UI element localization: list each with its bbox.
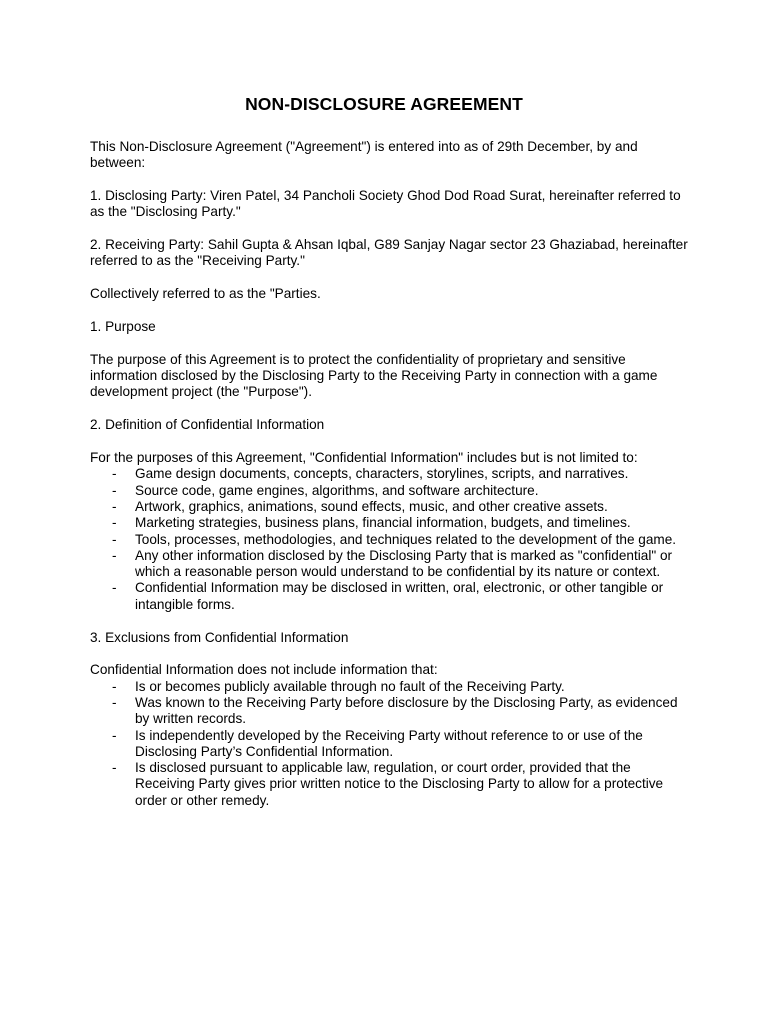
bullet-dash: -: [112, 482, 117, 498]
list-item-text: Confidential Information may be disclosed in written, oral, electronic, or other tangible or intangible forms.: [135, 580, 664, 612]
list-item-text: Marketing strategies, business plans, financial information, budgets, and timelines.: [135, 515, 631, 531]
list-item-text: Is disclosed pursuant to applicable law, regulation, or court order, provided that the Receiving Party gives prior written notice to the Disclosing Party to allow for a protective order or other remedy.: [135, 760, 664, 808]
bullet-dash: -: [112, 466, 117, 482]
list-item: [90, 580, 690, 613]
list-item-text: Artwork, graphics, animations, sound effects, music, and other creative assets.: [135, 498, 608, 514]
bullet-dash: -: [112, 498, 117, 514]
section-1-text: The purpose of this Agreement is to protect the confidentiality of proprietary and sensitive information disclosed by the Disclosing Party to the Receiving Party in connection with a game development project (the "Purpose").: [90, 351, 658, 400]
list-item: [90, 466, 690, 482]
list-item: [90, 548, 690, 581]
bullet-dash: -: [112, 678, 117, 694]
receiving-party-paragraph: 2. Receiving Party: Sahil Gupta & Ahsan Iqbal, G89 Sanjay Nagar sector 23 Ghaziabad, hereinafter referred to as the "Receiving Party.": [90, 237, 688, 269]
bullet-dash: -: [112, 727, 117, 743]
bullet-dash: -: [112, 580, 117, 596]
list-item: [90, 728, 690, 761]
list-item: [90, 679, 690, 695]
bullet-dash: -: [112, 760, 117, 776]
list-item-text: Source code, game engines, algorithms, and software architecture.: [135, 482, 539, 498]
section-3-heading: 3. Exclusions from Confidential Information: [90, 629, 349, 645]
section-3-intro: Confidential Information does not include information that:: [90, 662, 438, 678]
list-item-text: Game design documents, concepts, characters, storylines, scripts, and narratives.: [135, 466, 629, 482]
section-2-list: [90, 466, 690, 613]
section-3-list: [90, 679, 690, 809]
list-item: [90, 515, 690, 531]
section-2-intro: For the purposes of this Agreement, "Confidential Information" includes but is not limited to:: [90, 450, 638, 466]
section-2-heading: 2. Definition of Confidential Information: [90, 417, 325, 433]
list-item: [90, 760, 690, 809]
list-item-text: Is independently developed by the Receiving Party without reference to or use of the Disclosing Party’s Confidential Information.: [135, 727, 643, 759]
document-body: [90, 139, 690, 809]
list-item-text: Tools, processes, methodologies, and techniques related to the development of the game.: [135, 531, 677, 547]
disclosing-party-paragraph: 1. Disclosing Party: Viren Patel, 34 Pancholi Society Ghod Dod Road Surat, hereinafter referred to as the "Disclosing Party.": [90, 188, 681, 220]
bullet-dash: -: [112, 531, 117, 547]
list-item-text: Any other information disclosed by the Disclosing Party that is marked as "confidential" or which a reasonable person would understand to be confidential by its nature or context.: [135, 547, 673, 580]
bullet-dash: -: [112, 694, 117, 710]
list-item: [90, 483, 690, 499]
collective-paragraph: Collectively referred to as the "Parties.: [90, 286, 321, 302]
list-item: [90, 532, 690, 548]
bullet-dash: -: [112, 515, 117, 531]
list-item-text: Was known to the Receiving Party before disclosure by the Disclosing Party, as evidenced by written records.: [135, 694, 678, 727]
list-item: [90, 695, 690, 728]
section-1-heading: 1. Purpose: [90, 319, 156, 335]
list-item: [90, 499, 690, 515]
intro-paragraph: This Non-Disclosure Agreement ("Agreement") is entered into as of 29th December, by and between:: [90, 139, 638, 171]
document-title: NON-DISCLOSURE AGREEMENT: [245, 94, 523, 114]
list-item-text: Is or becomes publicly available through no fault of the Receiving Party.: [135, 678, 565, 694]
bullet-dash: -: [112, 547, 117, 563]
